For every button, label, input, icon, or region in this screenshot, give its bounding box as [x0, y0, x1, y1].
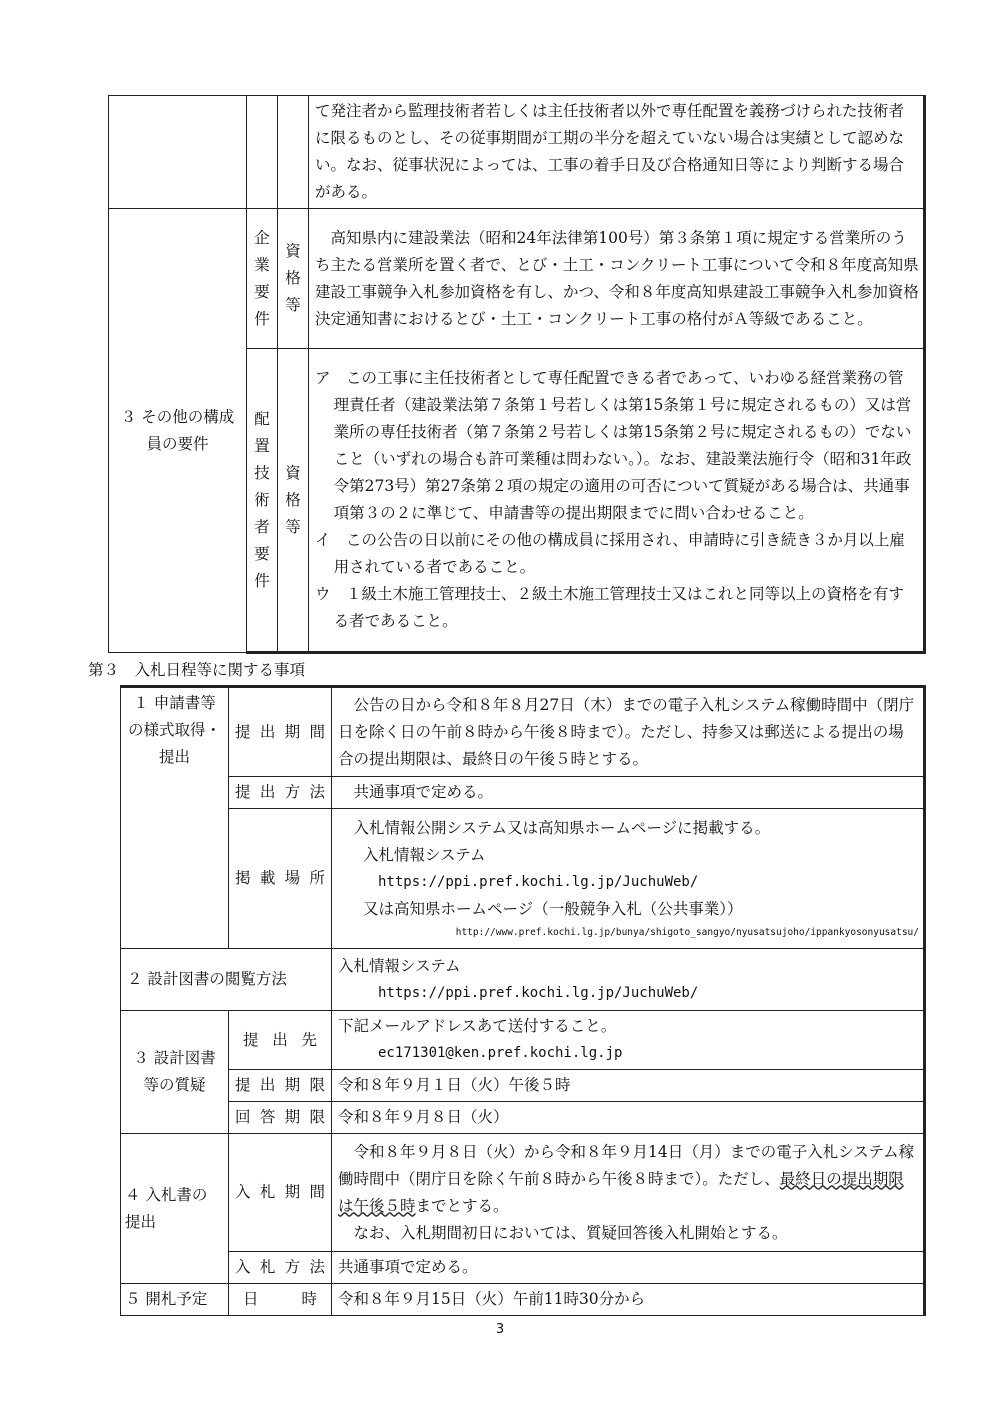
submission-period-label: 提出期間	[229, 687, 332, 777]
prefecture-url-link[interactable]: http://www.pref.kochi.lg.jp/bunya/shigoto_sangyo/nyusatsujoho/ippankyosonyusatsu/	[455, 926, 919, 938]
datetime-label: 日時	[229, 1284, 332, 1316]
page-number: 3	[495, 1322, 505, 1337]
company-requirements-label: 企 業 要 件	[247, 209, 278, 349]
drawings-url-link[interactable]: https://ppi.pref.kochi.lg.jp/JuchuWeb/	[378, 984, 699, 1001]
opening-label: ５ 開札予定	[121, 1284, 229, 1316]
destination-text: 下記メールアドレスあて送付すること。 ec171301@ken.pref.kochi.lg.jp	[332, 1011, 925, 1070]
staff-item-a: ア この工事に主任技術者として専任配置できる者であって、いわゆる経営業務の管理責任者（建設業法第７条第１号若しくは第15条第１号に規定されるもの）又は営業所の専任技術者（第７条第２号若しくは第15条第２号に規定されるもの）でないこと（いずれの場合も許可業種は問わない。）。なお、建設業法施行令（昭和31年政令第273号）第27条第２項の規定の適用の可否について質疑がある場合は、共通事項第３の２に準じて、申請書等の提出期限までに問い合わせること。	[315, 369, 912, 522]
bid-submission-label: ４ 入札書の提出	[121, 1134, 229, 1284]
continued-text: て発注者から監理技術者若しくは主任技術者以外で専任配置を義務づけられた技術者に限るものとし、その従事期間が工期の半分を超えていない場合は実績として認めない。なお、従事状況によっては、工事の着手日及び合格通知日等により判断する場合がある。	[309, 96, 925, 209]
bid-method-label: 入札方法	[229, 1252, 332, 1284]
opening-datetime-text: 令和８年９月15日（火）午前11時30分から	[332, 1284, 925, 1316]
qualification-label-2: 資 格 等	[278, 349, 309, 653]
final-deadline-emphasis: 最終日の提出期限は午後５時	[338, 1169, 904, 1215]
bid-period-text: 令和８年９月８日（火）から令和８年９月14日（月）までの電子入札システム稼働時間中（閉庁日を除く午前８時から午後８時まで）。ただし、最終日の提出期限は午後５時までとする。 なお、入札期間初日においては、質疑回答後入札開始とする。	[332, 1134, 925, 1252]
staff-requirements-text	[309, 349, 925, 653]
submission-method-text: 共通事項で定める。	[332, 777, 925, 809]
posting-place-text: 入札情報公開システム又は高知県ホームページに掲載する。 入札情報システム https://ppi.pref.kochi.lg.jp/JuchuWeb/ 又は高知県ホームページ（一般競争入札（公共事業）） http://www.pref.kochi.lg.jp/bunya/shigoto_sangyo/nyusatsujoho/ippankyosonyusatsu/	[332, 809, 925, 949]
bid-period-label: 入札期間	[229, 1134, 332, 1252]
email-address-link[interactable]: ec171301@ken.pref.kochi.lg.jp	[378, 1045, 623, 1061]
destination-label: 提出先	[229, 1011, 332, 1070]
section-heading: 第３ 入札日程等に関する事項	[88, 661, 306, 679]
questions-label: ３ 設計図書等の質疑	[121, 1011, 229, 1134]
submission-method-label: 提出方法	[229, 777, 332, 809]
posting-place-label: 掲載場所	[229, 809, 332, 949]
empty-cell	[109, 96, 247, 209]
drawings-viewing-label: ２ 設計図書の閲覧方法	[121, 949, 332, 1011]
application-label: １ 申請書等の様式取得・提出	[121, 687, 229, 949]
requirements-table	[108, 95, 926, 654]
staff-item-i: イ この公告の日以前にその他の構成員に採用され、申請時に引き続き３か月以上雇用されている者であること。	[315, 531, 905, 576]
staff-item-u: ウ １級土木施工管理技士、２級土木施工管理技士又はこれと同等以上の資格を有する者であること。	[315, 585, 905, 630]
question-deadline-text: 令和８年９月１日（火）午後５時	[332, 1070, 925, 1102]
drawings-viewing-text: 入札情報システム https://ppi.pref.kochi.lg.jp/JuchuWeb/	[332, 949, 925, 1011]
empty-cell	[247, 96, 278, 209]
answer-deadline-text: 令和８年９月８日（火）	[332, 1102, 925, 1134]
submission-period-text: 公告の日から令和８年８月27日（木）までの電子入札システム稼働時間中（閉庁日を除く日の午前８時から午後８時まで）。ただし、持参又は郵送による提出の場合の提出期限は、最終日の午後５時とする。	[332, 687, 925, 777]
company-requirements-text: 高知県内に建設業法（昭和24年法律第100号）第３条第１項に規定する営業所のうち主たる営業所を置く者で、とび・土工・コンクリート工事について令和８年度高知県建設工事競争入札参加資格を有し、かつ、令和８年度高知県建設工事競争入札参加資格決定通知書におけるとび・土工・コンクリート工事の格付がＡ等級であること。	[309, 209, 925, 349]
schedule-table	[120, 685, 926, 1316]
qualification-label: 資 格 等	[278, 209, 309, 349]
system-url-link[interactable]: https://ppi.pref.kochi.lg.jp/JuchuWeb/	[378, 873, 699, 890]
empty-cell	[278, 96, 309, 209]
bid-method-text: 共通事項で定める。	[332, 1252, 925, 1284]
question-deadline-label: 提出期限	[229, 1070, 332, 1102]
section-label: ３ その他の構成員の要件	[109, 209, 247, 653]
answer-deadline-label: 回答期限	[229, 1102, 332, 1134]
staff-requirements-label: 配 置 技 術 者 要 件	[247, 349, 278, 653]
